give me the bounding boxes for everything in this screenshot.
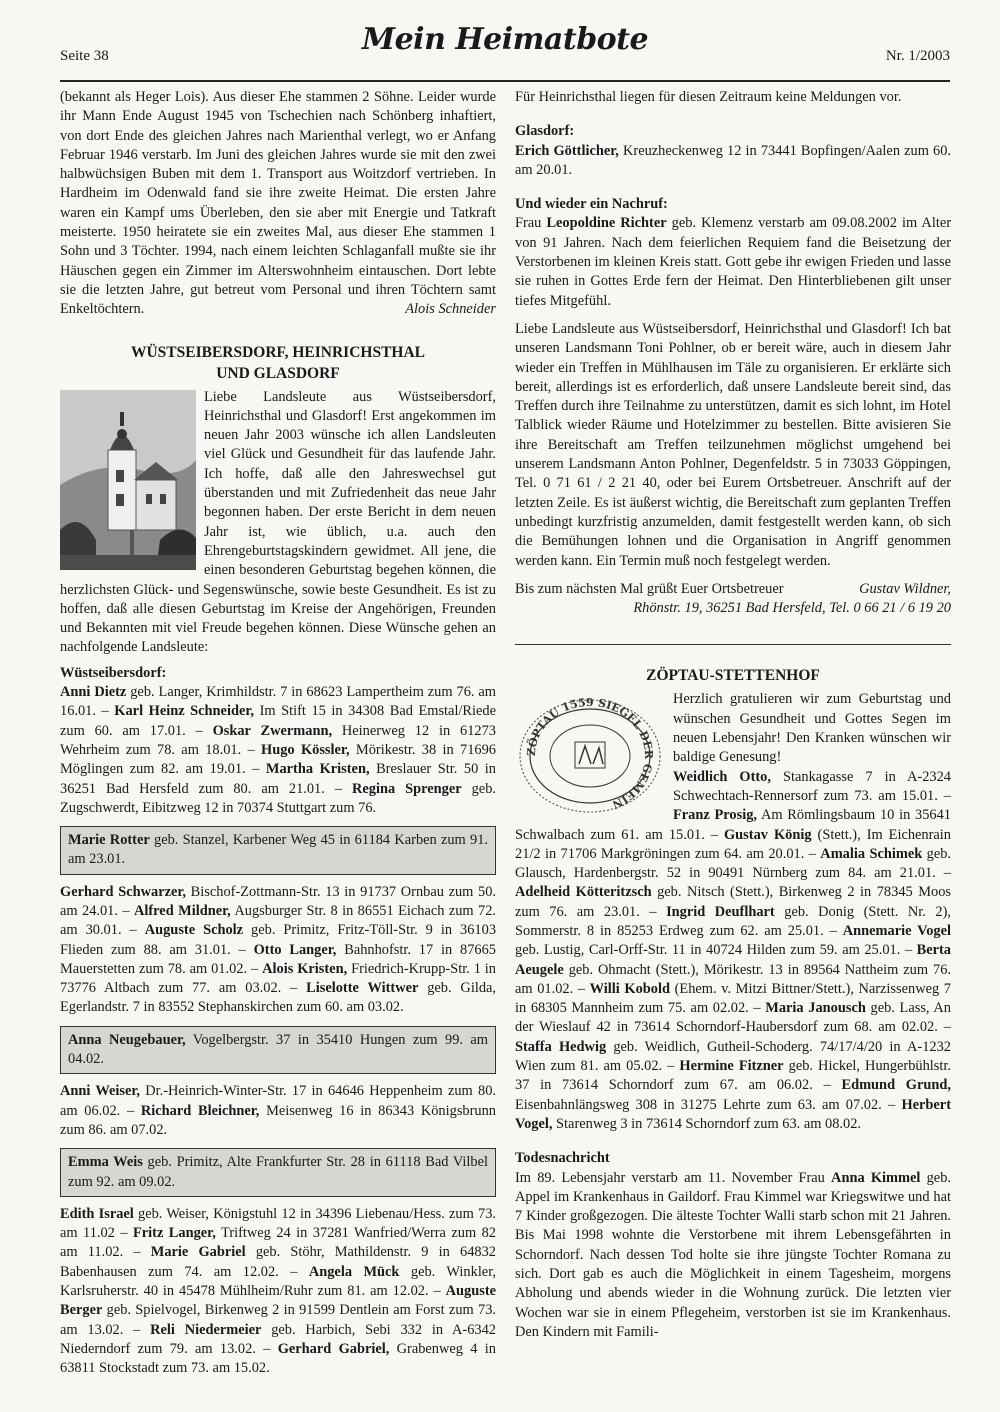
highlight-box-2: Anna Neugebauer, Vogelbergstr. 37 in 35410 Hungen zum 99. am 04.02. (60, 1026, 496, 1075)
invite-paragraph: Liebe Landsleute aus Wüstseibersdorf, Heinrichsthal und Glasdorf! Ich bat unseren Landsmann Toni Pohlner, ob er bereit wäre, auch in diesem Jahr wieder ein Treffen in Mühlhausen im Täle zu organisieren. Er erklärte sich bereit, allerdings ist es erforderlich, daß unsere Landsleute bereit sind, das Treffen durch ihre Teilnahme zu unterstützen, damit es sich lohnt, im Hotel Talblick wieder Räume und Hotelzimmer zu bestellen. Bitte avisieren Sie ihre Bereitschaft am Treffen teilzunehmen möglichst umgehend bei unserem Landsmann Anton Pohlner, Degenfeldstr. 5 in 73033 Göppingen, Tel. 0 71 61 / 2 21 40, oder bei Eurem Ortsbetreuer. Anschrift auf der letzten Zeile. Es ist äußerst wichtig, die Bereitschaft zum geplanten Treffen unbedingt kurzfristig anzumelden, damit festgestellt werden kann, ob sich die Bemühungen lohnen und die Organisation in Angriff genommen werden kann. Ein Termin muß noch festgelegt werden. (515, 320, 951, 569)
page-number: Seite 38 (60, 48, 109, 64)
right-column (515, 88, 951, 1342)
birthday-list-4: Edith Israel geb. Weiser, Königstuhl 12 in 34396 Liebenau/Hess. zum 73. am 11.02 – Fritz Langer, Triftweg 24 in 37281 Wanfried/Werra zum 82 am 11.02. – Marie Gabriel geb. Stöhr, Mathildenstr. 9 in 64832 Babenhausen zum 74. am 12.02. – Angela Mück geb. Winkler, Karlsruherstr. 40 in 45478 Mühlheim/Ruhr zum 81. am 12.02. – Auguste Berger geb. Spielvogel, Birkenweg 2 in 91599 Dentlein am Forst zum 73. am 13.02. – Reli Niedermeier geb. Harbich, Sebi 332 in A-6342 Niederndorf zum 79. am 13.02. – Gerhard Gabriel, Grabenweg 4 in 63811 Stockstadt zum 73. am 15.02. (60, 1205, 497, 1377)
section-heading: WÜSTSEIBERSDORF, HEINRICHSTHAL UND GLASDORF (130, 343, 425, 382)
highlight-box-3: Emma Weis geb. Primitz, Alte Frankfurter Str. 28 in 61118 Bad Vilbel zum 92. am 09.02. (60, 1148, 496, 1197)
greeting-zoeptau: Herzlich gratulieren wir zum Geburtstag und wünschen Gesundheit und Gottes Segen im neuen Lebensjahr! Den Kranken wünschen wir baldige Genesung! (673, 691, 951, 766)
svg-text:ZÖPTAU 1559 SIEGEL DER GEMEIN: ZÖPTAU 1559 SIEGEL DER GEMEIN (524, 696, 656, 812)
nachruf-paragraph: Frau Leopoldine Richter geb. Klemenz verstarb am 09.08.2002 im Alter von 91 Jahren. Nach dem feierlichen Requiem fand die Beisetzung der Verstorbenen im kleinen Kreis statt. Gott gebe ihr ewigen Frieden und lasse sie ruhen in Gottes Erde fern der Heimat. Den Hinterbliebenen gilt unser tiefes Mitgefühl. (515, 215, 951, 309)
glasdorf-entry: Erich Göttlicher, Kreuzheckenweg 12 in 73441 Bopfingen/Aalen zum 60. am 20.01. (515, 142, 951, 178)
village-seal-image (515, 694, 665, 814)
closing-line: Bis zum nächsten Mal grüßt Euer Ortsbetreuer Gustav Wildner, (515, 580, 951, 597)
church-illustration (60, 390, 196, 570)
seal-icon (515, 694, 665, 814)
closing-address: Rhönstr. 19, 36251 Bad Hersfeld, Tel. 0 66 21 / 6 19 20 (633, 600, 951, 617)
birthday-list-2: Gerhard Schwarzer, Bischof-Zottmann-Str. 13 in 91737 Ornbau zum 50. am 24.01. – Alfred Mildner, Augsburger Str. 8 in 86551 Eichach zum 72. am 30.01. – Auguste Scholz geb. Primitz, Fritz-Töll-Str. 9 in 36103 Flieden zum 88. am 31.01. – Otto Langer, Bahnhofstr. 17 in 87665 Mauerstetten zum 78. am 01.02. – Alois Kristen, Friedrich-Krupp-Str. 1 in 73776 Altbach zum 77. am 03.02. – Liselotte Wittwer geb. Gilda, Egerlandstr. 7 in 83552 Stephanskirchen zum 60. am 03.02. (60, 883, 497, 1016)
greeting-paragraph: Liebe Landsleute aus Wüstseibersdorf, Heinrichsthal und Glasdorf! Erst angekommen im neuen Jahr 2003 wünsche ich allen Landsleuten viel Glück und Gesundheit für das laufende Jahr. Ich hoffe, daß alle den Jahreswechsel gut überstanden und mit Zufriedenheit das neue Jahr begonnen haben. Der erste Bericht in dem neuen Jahr ist, wie üblich, u.a. auch den Ehrengeburtstagskindern gewidmet. All jene, die einen besonderen Geburtstag begehen können, die herzlichsten Glück- und Segenswünsche, sowie beste Gesundheit. Es ist zu hoffen, daß alle diesen Geburtstag im Kreise der Angehörigen, Freunden und Bekannten mit viel Freude begehen können. Diese Wünsche gehen an nachfolgende Landsleute: (60, 388, 496, 656)
section-divider (515, 644, 951, 645)
church-photo (60, 390, 196, 570)
masthead-logo: Mein Heimatbote (361, 22, 649, 57)
birthday-list-zoeptau: Weidlich Otto, Stankagasse 7 in A-2324 Schwechtach-Rennersorf zum 73. am 15.01. – Franz Prosig, Am Römlingsbaum 10 in 35641 Schwalbach zum 61. am 15.01. – Gustav König (Stett.), Im Eichenrain 21/2 in 71706 Markgröningen zum 64. am 20.01. – Amalia Schimek geb. Glausch, Hardenbergstr. 52 in 90491 Nürnberg zum 84. am 21.01. – Adelheid Kötteritzsch geb. Nitsch (Stett.), Birkenweg 2 in 78345 Moos zum 76. am 23.01. – Ingrid Deuflhart geb. Donig (Stett. Nr. 2), Sommerstr. 8 in 85253 Erdweg zum 62. am 25.01. – Annemarie Vogel geb. Lustig, Carl-Orff-Str. 11 in 40724 Hilden zum 59. am 25.01. – Berta Aeugele geb. Ohmacht (Stett.), Mörikestr. 13 in 89564 Nattheim zum 76. am 01.02. – Willi Kobold (Ehem. v. Mitzi Bittner/Stett.), Narzissenweg 7 in 68305 Mannheim zum 75. am 02.02. – Maria Janousch geb. Lass, An der Wieslauf 42 in 73614 Schorndorf-Haubersdorf zum 68. am 02.02. – Staffa Hedwig geb. Weidlich, Gutheil-Schoderg. 74/17/4/20 in A-1232 Wien zum 81. am 05.02. – Hermine Fitzner geb. Hickel, Hungerbühlstr. 37 in 73614 Schorndorf zum 67. am 06.02. – Edmund Grund, Eisenbahnlängsweg 308 in 31275 Lehrte zum 63. am 07.02. – Herbert Vogel, Starenweg 3 in 73614 Schorndorf zum 63. am 08.02. (515, 768, 952, 1132)
intro-paragraph: (bekannt als Heger Lois). Aus dieser Ehe stammen 2 Söhne. Leider wurde ihr Mann Ende August 1945 von Tschechien nach Schönberg inhaftiert, von dort Ende des gleichen Jahres nach Marienthal verlegt, wo er Anfang Februar 1946 verstarb. Im Juni des gleichen Jahres wurde sie mit den zwei halbwüchsigen Buben mit dem 1. Transport aus Woitzdorf vertrieben. In Hardheim im Odenwald fand sie ihre zweite Heimat. Die ersten Jahre waren ein Kampf ums Überleben, den sie aber mit Energie und Tatkraft meisterte. 1950 heiratete sie ein zweites Mal, aus dieser Ehe stammen 1 Sohn und 3 Töchter. 1994, nach einem leichten Schlaganfall mußte sie ihr Häuschen gegen ein Zimmer im Alterswohnheim eintauschen. Dort lebte sie die letzten Jahre, gut betreut vom Personal und ihren Töchtern samt Enkeltöchtern. Alois Schneider (60, 88, 496, 320)
birthday-list-3: Anni Weiser, Dr.-Heinrich-Winter-Str. 17 in 64646 Heppenheim zum 80. am 06.02. – Richard Bleichner, Meisenweg 16 in 86343 Königsbrunn zum 86. am 07.02. (60, 1083, 496, 1138)
highlight-box-1: Marie Rotter geb. Stanzel, Karbener Weg 45 in 61184 Karben zum 91. am 23.01. (60, 826, 496, 875)
page-header (60, 22, 950, 72)
issue-number: Nr. 1/2003 (885, 48, 950, 64)
place-heading-glasdorf: Glasdorf: (515, 123, 575, 140)
intro-signature: Alois Schneider (405, 301, 496, 318)
todes-paragraph: Im 89. Lebensjahr verstarb am 11. November Frau Anna Kimmel geb. Appel im Krankenhaus in Gaildorf. Frau Kimmel war Kriegswitwe und hat 7 Kinder großgezogen. Die älteste Tochter Walli starb schon mit 21 Jahren. Bis Mai 1998 wohnte die Verstorbene mit ihrem Lebensgefährten in Schorndorf. Nach dessen Tod holte sie ihre jüngste Tochter Romana zu sich. Dort gab es auch die Möglichkeit in einem Tagesheim, morgens Abholung und abends wieder in die Wohnung zurück. Die letzten vier Wochen war sie in einem Pflegeheim, verstorben ist sie im Krankenhaus. Den Kindern mit Famili- (515, 1169, 951, 1340)
section-heading-zoeptau: ZÖPTAU-STETTENHOF (646, 667, 820, 685)
birthday-list-1: Anni Dietz geb. Langer, Krimhildstr. 7 in 68623 Lampertheim zum 76. am 16.01. – Karl Heinz Schneider, Im Stift 15 in 34308 Bad Emstal/Riede zum 60. am 17.01. – Oskar Zwermann, Heinerweg 12 in 61273 Wehrheim zum 78. am 18.01. – Hugo Kössler, Mörikestr. 38 in 71696 Möglingen zum 82. am 19.01. – Martha Kristen, Breslauer Str. 50 in 36251 Bad Hersfeld zum 80. am 21.01. – Regina Sprenger geb. Zugschwerdt, Eibitzweg 12 in 70374 Stuttgart zum 76. (60, 684, 497, 816)
left-column (60, 88, 496, 1379)
nachruf-heading: Und wieder ein Nachruf: (515, 196, 668, 213)
header-rule (60, 80, 950, 82)
todes-heading: Todesnachricht (515, 1150, 610, 1167)
place-heading-wuestseibersdorf: Wüstseibersdorf: (60, 664, 167, 681)
heinrichsthal-note: Für Heinrichsthal liegen für diesen Zeitraum keine Meldungen vor. (515, 89, 902, 105)
